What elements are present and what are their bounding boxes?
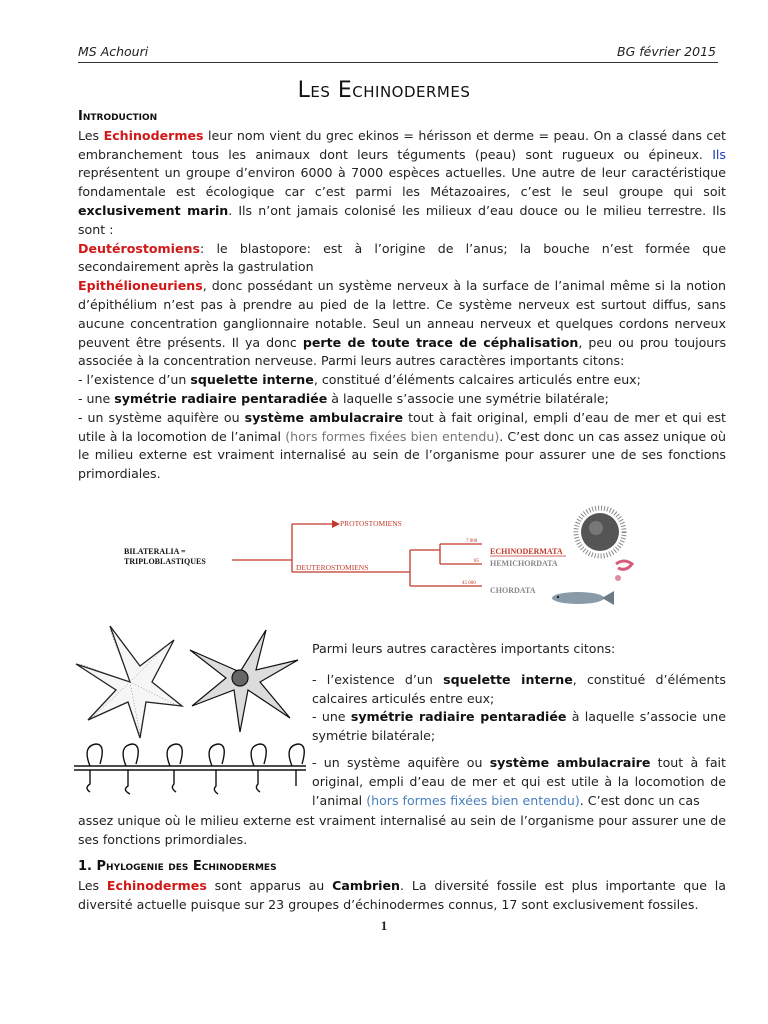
intro-paragraph-epithelioneuriens: Epithélioneuriens, donc possédant un système nerveux à la surface de l’animal même si la notion d’épithélium n’est pas à prendre au pied de la lettre. Ce système nerveux est surtout diffus, sans aucune concentration ganglionnaire notable. Seul un anneau nerveux et quelques cordons nerveux peuvent être présents. Il ya donc perte de toute trace de céphalisation, peu ou prou toujours associée à la concentration nerveuse. Parmi leurs autres caractères importants citons: (78, 278, 727, 369)
fish-icon (552, 591, 614, 605)
intro-list-item-2: - une symétrie radiaire pentaradiée à laquelle s’associe une symétrie bilatérale; (78, 390, 609, 406)
fig-label-protostomiens: PROTOSTOMIENS (340, 519, 402, 528)
fig-count-hemi: 85 (474, 559, 479, 564)
fig-count-echino: 7 000 (466, 539, 478, 544)
starfish-figure (70, 620, 310, 800)
phylogeny-figure (120, 502, 640, 612)
intro-paragraph-deuterostomiens: Deutérostomiens: le blastopore: est à l’origine de l’anus; la bouche n’est formée que secondairement après la gastrulation (78, 240, 726, 275)
sea-urchin-icon (576, 508, 624, 556)
intro-paragraph-1: Les Echinodermes leur nom vient du grec ekinos = hérisson et derme = peau. On a classé dans cet embranchement tous les animaux dont leurs téguments (peau) sont rugueux ou épineux. Ils représentent un groupe d’environ 6000 à 7000 espèces actuelles. Une autre de leur caractéristique fondamentale est écologique car c’est parmi les Métazoaires, c’est le seul groupe qui soit exclusivement marin. Ils n’ont jamais colonisé les milieux d’eau douce ou le milieu terrestre. Ils sont : (78, 127, 727, 237)
side-list-item-2: - une symétrie radiaire pentaradiée à laquelle s’associe une symétrie bilatérale; (312, 709, 726, 744)
section-1-paragraph: Les Echinodermes sont apparus au Cambrien. La diversité fossile est plus importante que la diversité actuelle puisque sur 23 groupes d’échinodermes connus, 17 sont exclusivement fossiles. (78, 877, 727, 912)
intro-list-item-1: - l’existence d’un squelette interne, constitué d’éléments calcaires articulés entre eux; (78, 372, 641, 388)
side-text (312, 640, 726, 810)
header-rule (78, 62, 718, 63)
fig-label-hemichordata: HEMICHORDATA (490, 559, 558, 568)
fig-count-chorda: 45 000 (462, 581, 476, 586)
tube-feet-icon (74, 744, 306, 794)
fig-label-bilateralia: BILATERALIA = (124, 547, 186, 556)
worm-icon (615, 561, 632, 581)
fig-label-chordata: CHORDATA (490, 586, 536, 595)
fig-label-triploblastiques: TRIPLOBLASTIQUES (124, 557, 206, 566)
intro-section (78, 108, 726, 484)
header-date: BG février 2015 (617, 44, 716, 59)
intro-list-item-3: - un système aquifère ou système ambulacraire tout à fait original, empli d’eau de mer et qui est utile à la locomotion de l’animal (hors formes fixées bien entendu). C’est donc un cas assez unique où le milieu externe est vraiment internalisé au sein de l’organisme pour assurer une de ses fonctions primordiales. (78, 409, 726, 482)
section-1-heading: 1. Phylogenie des Echinodermes (78, 859, 277, 874)
fig-label-echinodermata: ECHINODERMATA (490, 547, 563, 556)
term-echinodermes: Echinodermes (103, 127, 204, 143)
side-list-item-3: - un système aquifère ou système ambulacraire tout à fait original, empli d’eau de mer et qui est utile à la locomotion de l’animal (hors formes fixées bien entendu). C’est donc un cas (312, 754, 726, 808)
term-deuterostomiens: Deutérostomiens (78, 240, 200, 256)
brittle-star-icon (190, 630, 298, 732)
side-list-item-1: - l’existence d’un squelette interne, constitué d’éléments calcaires articulés entre eux; (312, 671, 726, 706)
page-number: 1 (380, 918, 388, 933)
side-continuation: assez unique où le milieu externe est vraiment internalisé au sein de l’organisme pour assurer une de ses fonctions primordiales. (78, 813, 726, 847)
starfish-icon (76, 626, 182, 738)
side-intro: Parmi leurs autres caractères importants citons: (312, 641, 616, 656)
section-phylogenie (78, 858, 726, 914)
page-title: Les Echinodermes (297, 78, 471, 103)
term-epithelioneuriens: Epithélioneuriens (78, 278, 203, 294)
intro-heading: Introduction (78, 109, 158, 124)
header-author: MS Achouri (78, 44, 149, 59)
fig-arrow-proto (332, 520, 340, 528)
fig-label-deuterostomiens: DEUTEROSTOMIENS (296, 563, 369, 572)
